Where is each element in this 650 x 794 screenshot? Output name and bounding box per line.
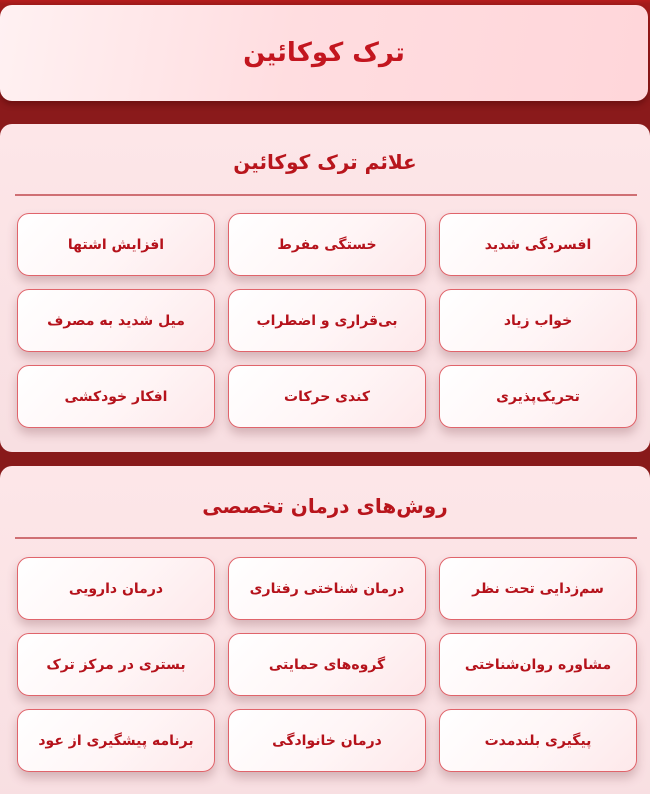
section-title-treatments: روش‌های درمان تخصصی [202, 494, 448, 518]
treatment-item[interactable]: پیگیری بلندمدت [439, 709, 637, 772]
symptom-item[interactable]: میل شدید به مصرف [17, 289, 215, 352]
page-header [0, 5, 648, 101]
section-divider [15, 194, 637, 196]
treatment-item[interactable]: درمان دارویی [17, 557, 215, 620]
treatment-item[interactable]: گروه‌های حمایتی [228, 633, 426, 696]
section-title-symptoms: علائم ترک کوکائین [233, 150, 417, 174]
treatment-item[interactable]: بستری در مرکز ترک [17, 633, 215, 696]
symptom-item[interactable]: خواب زیاد [439, 289, 637, 352]
treatment-item[interactable]: برنامه پیشگیری از عود [17, 709, 215, 772]
section-divider [15, 537, 637, 539]
symptom-item[interactable]: خستگی مفرط [228, 213, 426, 276]
treatment-item[interactable]: مشاوره روان‌شناختی [439, 633, 637, 696]
treatment-item[interactable]: درمان شناختی رفتاری [228, 557, 426, 620]
symptoms-grid [15, 213, 637, 428]
treatment-item[interactable]: سم‌زدایی تحت نظر [439, 557, 637, 620]
treatments-grid [15, 557, 637, 772]
symptom-item[interactable]: بی‌قراری و اضطراب [228, 289, 426, 352]
symptom-item[interactable]: کندی حرکات [228, 365, 426, 428]
treatment-item[interactable]: درمان خانوادگی [228, 709, 426, 772]
symptoms-section [0, 124, 650, 452]
symptom-item[interactable]: تحریک‌پذیری [439, 365, 637, 428]
treatments-section [0, 466, 650, 794]
page-title: ترک کوکائین [243, 38, 405, 68]
symptom-item[interactable]: افزایش اشتها [17, 213, 215, 276]
symptom-item[interactable]: افکار خودکشی [17, 365, 215, 428]
symptom-item[interactable]: افسردگی شدید [439, 213, 637, 276]
